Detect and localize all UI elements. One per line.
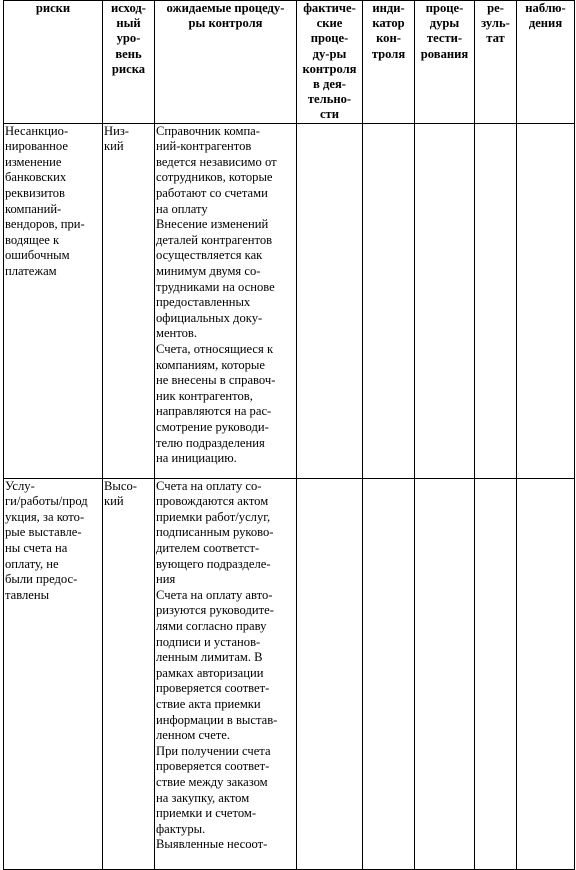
control-indicator-cell [363,123,415,478]
risk-level-cell: Низ- кий [103,123,155,478]
expected-procedures-cell: Счета на оплату со- провождаются актом приемки работ/услуг, подписанным руково- дителем соответст- вующего подразделе- ния Счета на оплату авто- ризуются руководите- лями согласно праву подписи и установ- ленным лимитам. В рамках авторизации проверяется соответ- ствие акта приемки информации в выстав- ленном счете. При получении счета проверяется соответ- ствие между заказом на закупку, актом приемки и счетом- фактуры. Выявленные несоот- [155,478,297,869]
header-initial-risk-level: исход- ный уро- вень риска [103,1,155,124]
header-risks: риски [4,1,103,124]
testing-procedures-cell [415,123,475,478]
testing-procedures-cell [415,478,475,869]
header-row [4,1,575,124]
header-testing-procedures: проце- дуры тести- рования [415,1,475,124]
result-cell [475,478,517,869]
control-indicator-cell [363,478,415,869]
table-row [4,478,575,869]
header-observations: наблю- дения [517,1,575,124]
risk-level-cell: Высо- кий [103,478,155,869]
table-row [4,123,575,478]
expected-procedures-cell: Справочник компа- ний-контрагентов ведется независимо от сотрудников, которые работают со счетами на оплату Внесение изменений деталей контрагентов осуществляется как минимум двумя со- трудниками на основе предоставленных официальных доку- ментов. Счета, относящиеся к компаниям, которые не внесены в справоч- ник контрагентов, направляются на рас- смотрение руководи- телю подразделения на инициацию. [155,123,297,478]
header-control-indicator: инди- катор кон- троля [363,1,415,124]
risk-cell: Услу- ги/работы/прод укция, за кото- рые выставле- ны счета на оплату, не были предос- тавлены [4,478,103,869]
header-expected-procedures: ожидаемые процеду- ры контроля [155,1,297,124]
result-cell [475,123,517,478]
observations-cell [517,478,575,869]
observations-cell [517,123,575,478]
risk-control-table [3,0,575,870]
risk-cell: Несанкцио- нированное изменение банковских реквизитов компаний- вендоров, при- водящее к ошибочным платежам [4,123,103,478]
actual-procedures-cell [297,123,363,478]
header-actual-procedures: фактиче- ские проце- ду-ры контроля в дея- тельно- сти [297,1,363,124]
header-result: ре- зуль- тат [475,1,517,124]
actual-procedures-cell [297,478,363,869]
